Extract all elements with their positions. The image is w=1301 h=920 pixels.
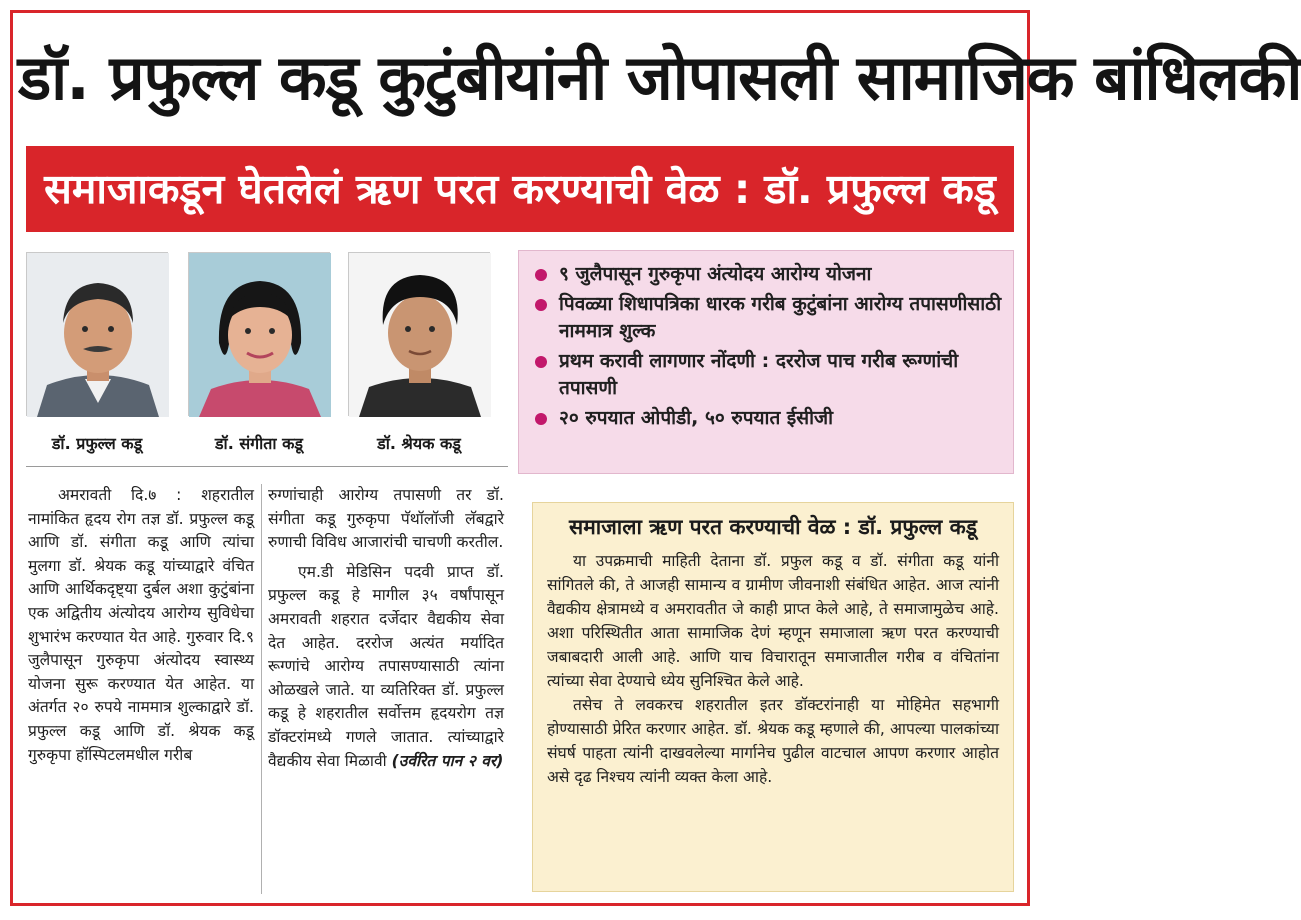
photo-prafulla-kadu xyxy=(26,252,168,416)
article-column-1 xyxy=(28,484,254,767)
highlight-item: ९ जुलैपासून गुरुकृपा अंत्योदय आरोग्य योजना xyxy=(533,261,1003,288)
page-headline: डॉ. प्रफुल्ल कडू कुटुंबीयांनी जोपासली सामाजिक बांधिलकी xyxy=(18,41,1301,114)
section-divider xyxy=(26,466,508,467)
highlight-item: पिवळ्या शिधापत्रिका धारक गरीब कुटुंबांना आरोग्य तपासणीसाठी नाममात्र शुल्क xyxy=(533,291,1003,345)
photo-caption: डॉ. श्रेयक कडू xyxy=(377,434,461,453)
photo-caption: डॉ. संगीता कडू xyxy=(214,434,303,453)
highlight-item: प्रथम करावी लागणार नोंदणी : दररोज पाच गरीब रूग्णांची तपासणी xyxy=(533,348,1003,402)
bullet-icon xyxy=(535,413,547,425)
column-divider xyxy=(261,484,262,894)
photo-sangita-kadu xyxy=(188,252,330,416)
photo-shreyak-kadu xyxy=(348,252,490,416)
sidebar-text xyxy=(547,549,999,789)
article-paragraph: रुग्णांचाही आरोग्य तपासणी तर डॉ. संगीता कडू गुरुकृपा पॅथॉलॉजी लॅबद्वारे रुणाची विविध आजारांची चाचणी करतील. xyxy=(268,486,504,552)
article-column-2 xyxy=(268,484,504,773)
sidebar-title: समाजाला ऋण परत करण्याची वेळ : डॉ. प्रफुल्ल कडू xyxy=(569,515,977,539)
sidebar-paragraph: तसेच ते लवकरच शहरातील इतर डॉक्टरांनाही या मोहिमेत सहभागी होण्यासाठी प्रेरित करणार आहेत. डॉ. श्रेयक कडू म्हणाले की, आपल्या पालकांच्या संघर्ष पाहता त्यांनी दाखवलेल्या मार्गानेच पुढील वाटचाल आपण करणार आहोत असे दृढ निश्चय त्यांनी व्यक्त केला आहे. xyxy=(547,696,999,786)
sidebar-paragraph: या उपक्रमाची माहिती देताना डॉ. प्रफुल कडू व डॉ. संगीता कडू यांनी सांगितले की, ते आजही सामान्य व ग्रामीण जीवनाशी संबंधित आहेत. आज त्यांनी वैद्यकीय क्षेत्रामध्ये व अमरावतीत जे काही प्राप्त केले आहे, ते समाजामुळेच आहे. अशा परिस्थितीत आता सामाजिक देणं म्हणून समाजाला ऋण परत करण्याची जबाबदारी आली आहे. आणि याच विचारातून समाजातील गरीब व वंचितांना त्यांच्या सेवा देण्याचे ध्येय सुनिश्चित केले आहे. xyxy=(547,552,999,690)
article-paragraph: अमरावती दि.७ : शहरातील नामांकित हृदय रोग तज्ञ डॉ. प्रफुल्ल कडू आणि डॉ. संगीता कडू आणि त्यांचा मुलगा डॉ. श्रेयक कडू यांच्याद्वारे वंचित आणि आर्थिकदृष्ट्या दुर्बल अशा कुटुंबांना एक अद्वितीय अंत्योदय आरोग्य सुविधेचा शुभारंभ करण्यात येत आहे. गुरुवार दि.९ जुलैपासून गुरुकृपा अंत्योदय स्वास्थ्य योजना सुरू करण्यात येत आहेत. या अंतर्गत २० रुपये नाममात्र शुल्काद्वारे डॉ. प्रफुल्ल कडू आणि डॉ. श्रेयक कडू गुरुकृपा हॉस्पिटलमधील गरीब xyxy=(28,486,254,764)
continued-note: (उर्वरित पान २ वर) xyxy=(391,751,504,770)
highlights-box xyxy=(518,250,1014,474)
highlight-item: २० रुपयात ओपीडी, ५० रुपयात ईसीजी xyxy=(533,405,1003,432)
article-paragraph: एम.डी मेडिसिन पदवी प्राप्त डॉ. प्रफुल्ल कडू हे मागील ३५ वर्षांपासून अमरावती शहरात दर्जेदार वैद्यकीय सेवा देत आहेत. दररोज अत्यंत मर्यादित रूग्णांचे आरोग्य तपासण्यासाठी त्यांना ओळखले जाते. या व्यतिरिक्त डॉ. प्रफुल्ल कडू हे शहरातील सर्वोत्तम हृदयरोग तज्ञ डॉक्टरांमध्ये गणले जातात. त्यांच्याद्वारे वैद्यकीय सेवा मिळावी (उर्वरित पान २ वर) xyxy=(268,562,504,770)
sidebar-box xyxy=(532,502,1014,892)
photo-caption: डॉ. प्रफुल्ल कडू xyxy=(51,434,143,453)
subheadline-banner: समाजाकडून घेतलेलं ऋण परत करण्याची वेळ : डॉ. प्रफुल्ल कडू xyxy=(26,146,1014,232)
bullet-icon xyxy=(535,299,547,311)
bullet-icon xyxy=(535,269,547,281)
bullet-icon xyxy=(535,356,547,368)
